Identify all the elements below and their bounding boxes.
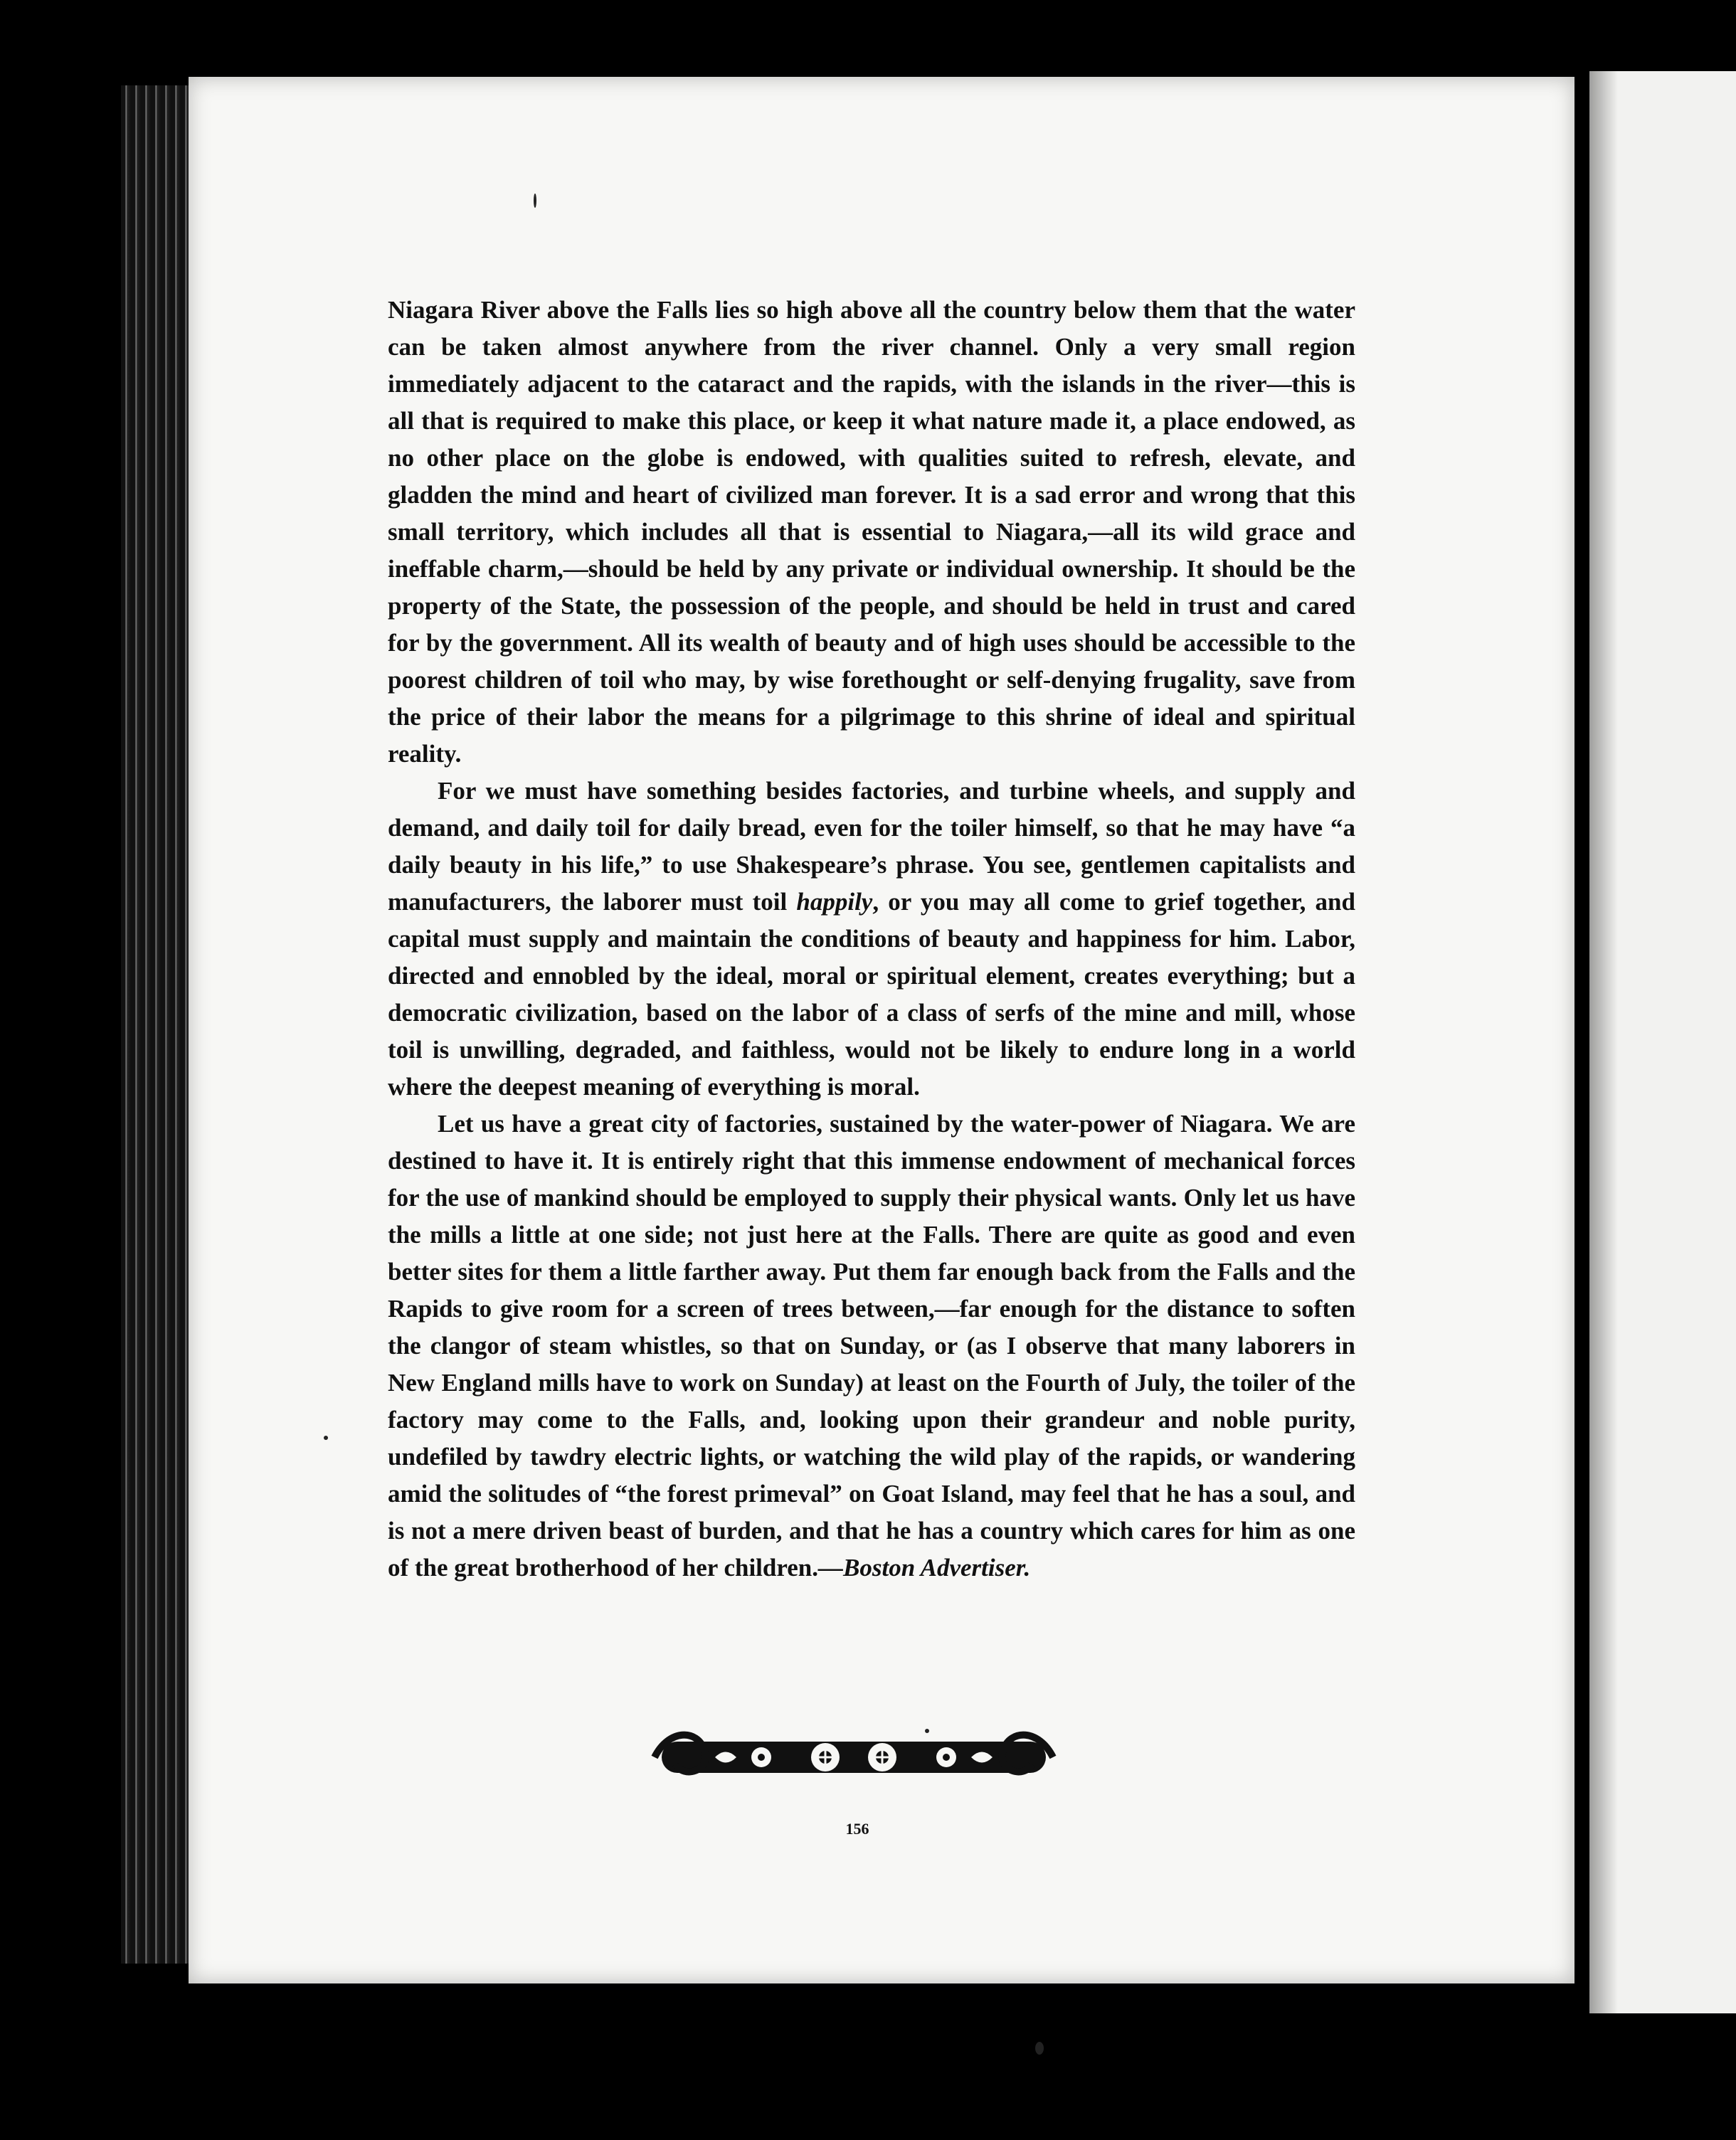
scan-speck xyxy=(1035,2042,1044,2055)
paragraph-1 xyxy=(388,292,1355,773)
emphasis-happily: happily xyxy=(796,888,873,916)
scan-speck xyxy=(925,1729,929,1733)
decorative-scroll-ornament xyxy=(647,1722,1060,1793)
page-gutter-shadow xyxy=(1589,71,1618,2013)
source-attribution: —Boston Advertiser. xyxy=(818,1554,1031,1582)
scan-speck xyxy=(324,1436,328,1440)
book-binding-edge xyxy=(121,85,192,1964)
paragraph-2-text-a: For we must have something besides factories, and turbine wheels, and supply and demand, and daily toil for daily bread, even for the toiler himself, so that he may have “a daily beauty in his life,” to use Shakespeare’s phrase. You see, gentlemen capitalists and manufacturers, the laborer must toil xyxy=(388,777,1355,916)
facing-page-edge xyxy=(1579,71,1736,2013)
paragraph-1-text: Niagara River above the Falls lies so high above all the country below them that the water can be taken almost anywhere from the river channel. Only a very small region immediately adjacent to the cataract and the rapids, with the islands in the river—this is all that is required to make this place, or keep it what nature made it, a place endowed, as no other place on the globe is endowed, with qualities suited to refresh, elevate, and gladden the mind and heart of civilized man forever. It is a sad error and wrong that this small territory, which includes all that is essential to Niagara,—all its wild grace and ineffable charm,—should be held by any private or individual ownership. It should be the property of the State, the possession of the people, and should be held in trust and cared for by the government. All its wealth of beauty and of high uses should be accessible to the poorest children of toil who may, by wise forethought or self-denying frugality, save from the price of their labor the means for a pilgrimage to this shrine of ideal and spiritual reality. xyxy=(388,296,1355,768)
paragraph-2-text-b: , or you may all come to grief together, and capital must supply and maintain the conditions of beauty and happiness for him. Labor, directed and ennobled by the ideal, moral or spiritual element, creates everything; but a democratic civilization, based on the labor of a class of serfs of the mine and mill, whose toil is unwilling, degraded, and faithless, would not be likely to endure long in a world where the deepest meaning of everything is moral. xyxy=(388,888,1355,1101)
paragraph-3 xyxy=(388,1106,1355,1587)
page-number: 156 xyxy=(845,1820,869,1838)
paragraph-2 xyxy=(388,773,1355,1106)
scan-speck xyxy=(534,194,536,208)
paragraph-3-text: Let us have a great city of factories, sustained by the water-power of Niagara. We are destined to have it. It is entirely right that this immense endowment of mechanical forces for the use of mankind should be employed to supply their physical wants. Only let us have the mills a little at one side; not just here at the Falls. There are quite as good and even better sites for them a little farther away. Put them far enough back from the Falls and the Rapids to give room for a screen of trees between,—far enough for the distance to soften the clangor of steam whistles, so that on Sunday, or (as I observe that many laborers in New England mills have to work on Sunday) at least on the Fourth of July, the toiler of the factory may come to the Falls, and, looking upon their grandeur and noble purity, undefiled by tawdry electric lights, or watching the wild play of the rapids, or wandering amid the solitudes of “the forest primeval” on Goat Island, may feel that he has a soul, and is not a mere driven beast of burden, and that he has a country which cares for him as one of the great brotherhood of her children. xyxy=(388,1110,1355,1582)
body-text xyxy=(388,292,1355,1587)
